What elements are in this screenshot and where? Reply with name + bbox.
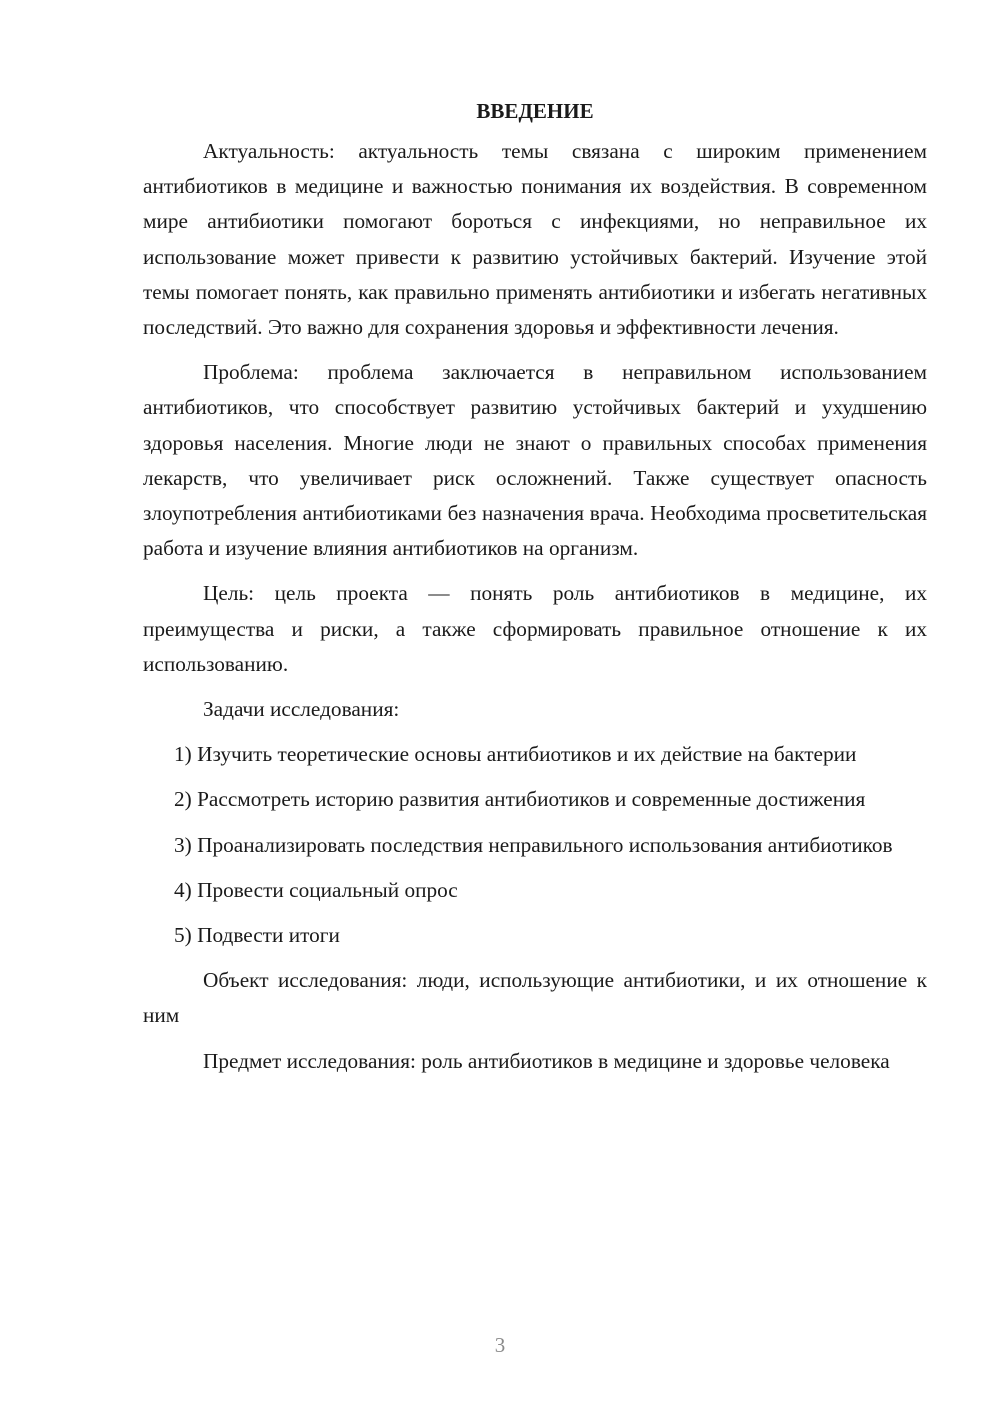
- document-page: [143, 92, 927, 1089]
- section-title: ВВЕДЕНИЕ: [476, 99, 594, 123]
- problem-paragraph: Проблема: проблема заключается в неправильном использованием антибиотиков, что способствует развитию устойчивых бактерий и ухудшению здоровья населения. Многие люди не знают о правильных способах применения лекарств, что увеличивает риск осложнений. Также существует опасность злоупотребления антибиотиками без назначения врача. Необходима просветительская работа и изучение влияния антибиотиков на организм.: [143, 360, 927, 561]
- research-object-paragraph: Объект исследования: люди, использующие антибиотики, и их отношение к ним: [143, 968, 927, 1028]
- task-item: 5) Подвести итоги: [174, 923, 340, 948]
- tasks-list: [143, 737, 927, 953]
- task-item: 4) Провести социальный опрос: [174, 877, 458, 902]
- tasks-heading: Задачи исследования:: [203, 697, 400, 722]
- page-number: 3: [494, 1333, 506, 1357]
- goal-paragraph: Цель: цель проекта — понять роль антибиотиков в медицине, их преимущества и риски, а также сформировать правильное отношение к их использованию.: [143, 581, 927, 676]
- research-subject-paragraph: Предмет исследования: роль антибиотиков в медицине и здоровье человека: [203, 1048, 890, 1073]
- task-item: 1) Изучить теоретические основы антибиотиков и их действие на бактерии: [174, 742, 857, 767]
- task-item: 2) Рассмотреть историю развития антибиотиков и современные достижения: [174, 787, 866, 812]
- task-item: 3) Проанализировать последствия неправильного использования антибиотиков: [174, 832, 893, 857]
- relevance-paragraph: Актуальность: актуальность темы связана с широким применением антибиотиков в медицине и важностью понимания их воздействия. В современном мире антибиотики помогают бороться с инфекциями, но неправильное их использование может привести к развитию устойчивых бактерий. Изучение этой темы помогает понять, как правильно применять антибиотики и избегать негативных последствий. Это важно для сохранения здоровья и эффективности лечения.: [143, 139, 927, 340]
